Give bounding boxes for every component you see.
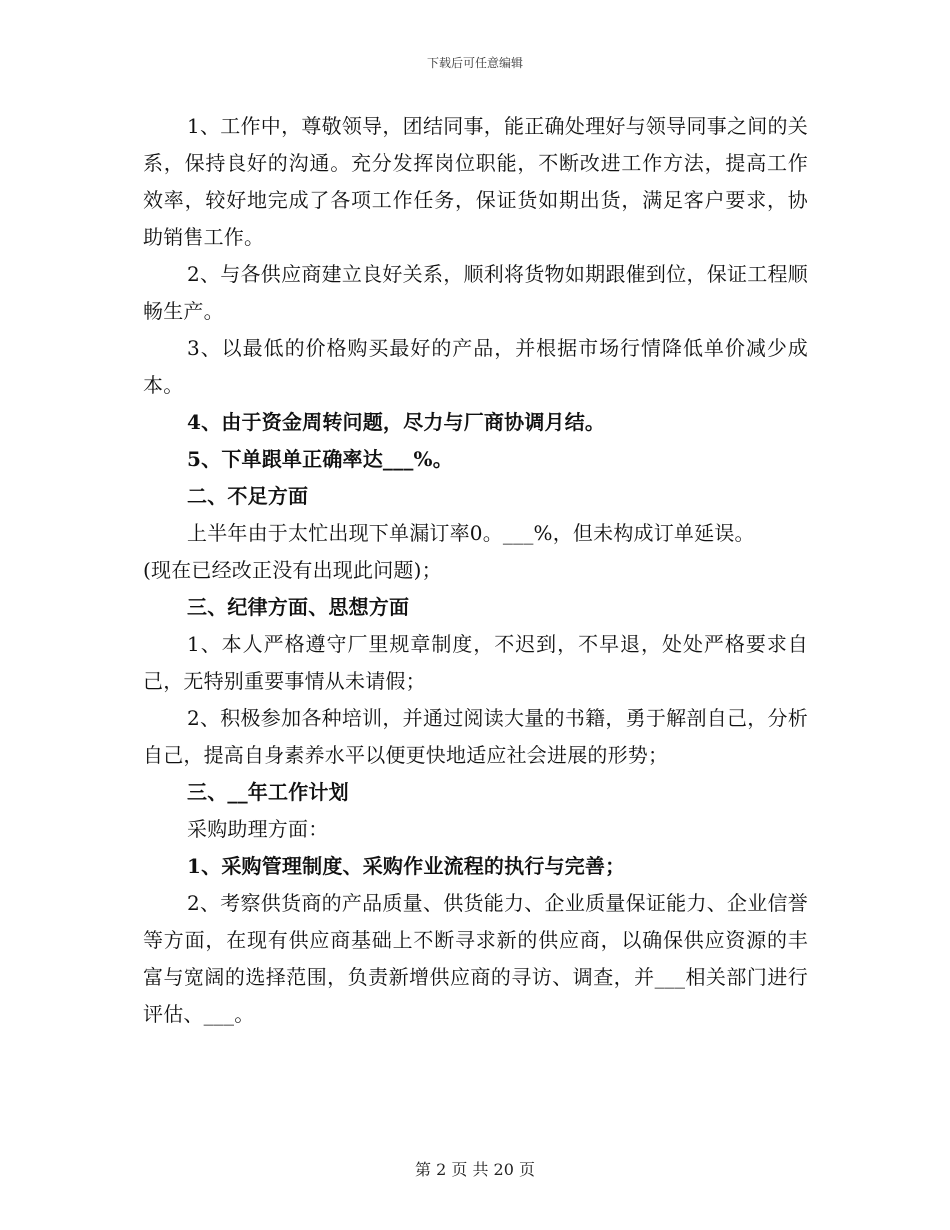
paragraph-discipline-1: 1、本人严格遵守厂里规章制度，不迟到，不早退，处处严格要求自己，无特别重要事情从未请假； <box>143 632 808 693</box>
document-body <box>143 108 808 1033</box>
paragraph-shortcomings: 上半年由于太忙出现下单漏订率0。___%，但未构成订单延误。 <box>187 521 755 545</box>
paragraph-work-3: 3、以最低的价格购买最好的产品，并根据市场行情降低单价减少成本。 <box>143 336 808 397</box>
page-footer: 第 2 页 共 20 页 <box>415 1160 535 1179</box>
section-heading-shortcomings: 二、不足方面 <box>187 484 309 508</box>
paragraph-plan-intro: 采购助理方面： <box>187 817 329 841</box>
section-heading-discipline: 三、纪律方面、思想方面 <box>187 595 410 619</box>
paragraph-work-4: 4、由于资金周转问题，尽力与厂商协调月结。 <box>187 410 606 434</box>
section-heading-plan: 三、__年工作计划 <box>187 780 349 804</box>
paragraph-plan-1: 1、采购管理制度、采购作业流程的执行与完善； <box>187 854 626 878</box>
paragraph-shortcomings-note: (现在已经改正没有出现此问题)； <box>143 558 442 582</box>
page-header: 下载后可任意编辑 <box>426 56 523 70</box>
paragraph-work-5: 5、下单跟单正确率达___%。 <box>187 447 453 471</box>
paragraph-discipline-2: 2、积极参加各种培训，并通过阅读大量的书籍，勇于解剖自己，分析自己，提高自身素养水平以便更快地适应社会进展的形势； <box>143 706 808 767</box>
paragraph-work-2: 2、与各供应商建立良好关系，顺利将货物如期跟催到位，保证工程顺畅生产。 <box>143 262 808 323</box>
paragraph-plan-2: 2、考察供货商的产品质量、供货能力、企业质量保证能力、企业信誉等方面，在现有供应商基础上不断寻求新的供应商，以确保供应资源的丰富与宽阔的选择范围，负责新增供应商的寻访、调查，并___相关部门进行评估、___。 <box>143 891 808 1026</box>
paragraph-work-1: 1、工作中，尊敬领导，团结同事，能正确处理好与领导同事之间的关系，保持良好的沟通。充分发挥岗位职能，不断改进工作方法，提高工作效率，较好地完成了各项工作任务，保证货如期出货，满足客户要求，协助销售工作。 <box>143 114 808 249</box>
